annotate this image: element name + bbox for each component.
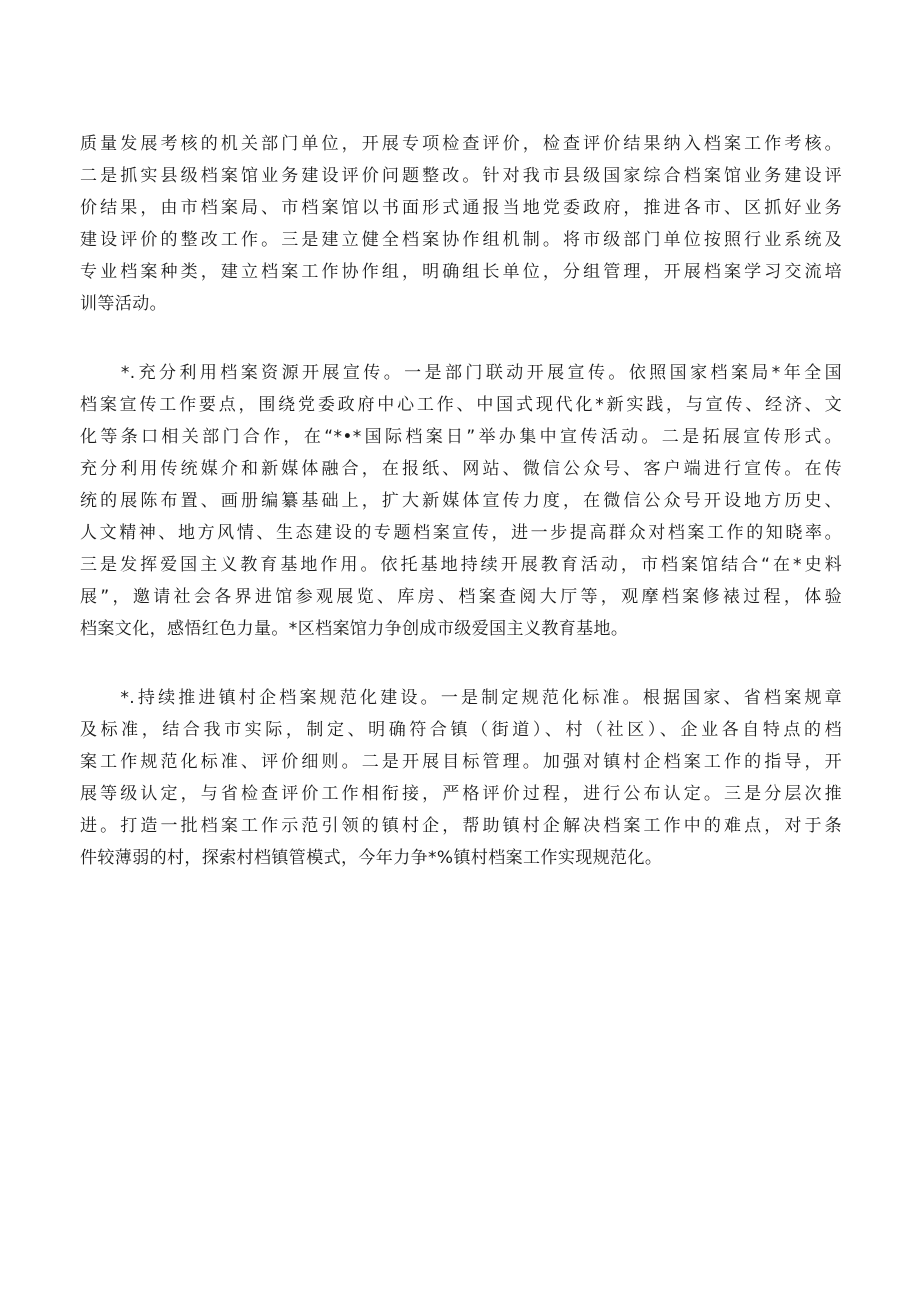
text-line: 质量发展考核的机关部门单位，开展专项检查评价，检查评价结果纳入档案工作考核。 <box>80 134 842 154</box>
paragraph <box>80 682 842 874</box>
document-body <box>80 128 842 874</box>
text-line: *.持续推进镇村企档案规范化建设。一是制定规范化标准。根据国家、省档案规章 <box>80 688 842 708</box>
text-line: 人文精神、地方风情、生态建设的专题档案宣传，进一步提高群众对档案工作的知晓率。 <box>80 523 842 543</box>
text-line: 二是抓实县级档案馆业务建设评价问题整改。针对我市县级国家综合档案馆业务建设评 <box>80 166 842 186</box>
text-line: 件较薄弱的村，探索村档镇管模式，今年力争*%镇村档案工作实现规范化。 <box>80 848 663 868</box>
text-line: 档案文化，感悟红色力量。*区档案馆力争创成市级爱国主义教育基地。 <box>80 619 629 639</box>
text-line: 三是发挥爱国主义教育基地作用。依托基地持续开展教育活动，市档案馆结合“在*史料 <box>80 555 842 575</box>
paragraph-spacer <box>80 645 842 682</box>
paragraph <box>80 128 842 320</box>
text-line: 统的展陈布置、画册编纂基础上，扩大新媒体宣传力度，在微信公众号开设地方历史、 <box>80 491 842 511</box>
text-line: 档案宣传工作要点，围绕党委政府中心工作、中国式现代化*新实践，与宣传、经济、文 <box>80 395 842 415</box>
text-line: *.充分利用档案资源开展宣传。一是部门联动开展宣传。依照国家档案局*年全国 <box>80 363 842 383</box>
text-line: 训等活动。 <box>80 294 167 314</box>
text-line: 充分利用传统媒介和新媒体融合，在报纸、网站、微信公众号、客户端进行宣传。在传 <box>80 459 842 479</box>
text-line: 及标准，结合我市实际，制定、明确符合镇（街道）、村（社区）、企业各自特点的档 <box>80 720 842 740</box>
text-line: 案工作规范化标准、评价细则。二是开展目标管理。加强对镇村企档案工作的指导，开 <box>80 752 842 772</box>
paragraph <box>80 357 842 645</box>
text-line: 专业档案种类，建立档案工作协作组，明确组长单位，分组管理，开展档案学习交流培 <box>80 262 842 282</box>
text-line: 建设评价的整改工作。三是建立健全档案协作组机制。将市级部门单位按照行业系统及 <box>80 230 842 250</box>
text-line: 进。打造一批档案工作示范引领的镇村企，帮助镇村企解决档案工作中的难点，对于条 <box>80 816 842 836</box>
text-line: 展”，邀请社会各界进馆参观展览、库房、档案查阅大厅等，观摩档案修裱过程，体验 <box>80 587 842 607</box>
text-line: 展等级认定，与省检查评价工作相衔接，严格评价过程，进行公布认定。三是分层次推 <box>80 784 842 804</box>
text-line: 化等条口相关部门合作，在“*•*国际档案日”举办集中宣传活动。二是拓展宣传形式。 <box>80 427 842 447</box>
text-line: 价结果，由市档案局、市档案馆以书面形式通报当地党委政府，推进各市、区抓好业务 <box>80 198 842 218</box>
paragraph-spacer <box>80 320 842 357</box>
